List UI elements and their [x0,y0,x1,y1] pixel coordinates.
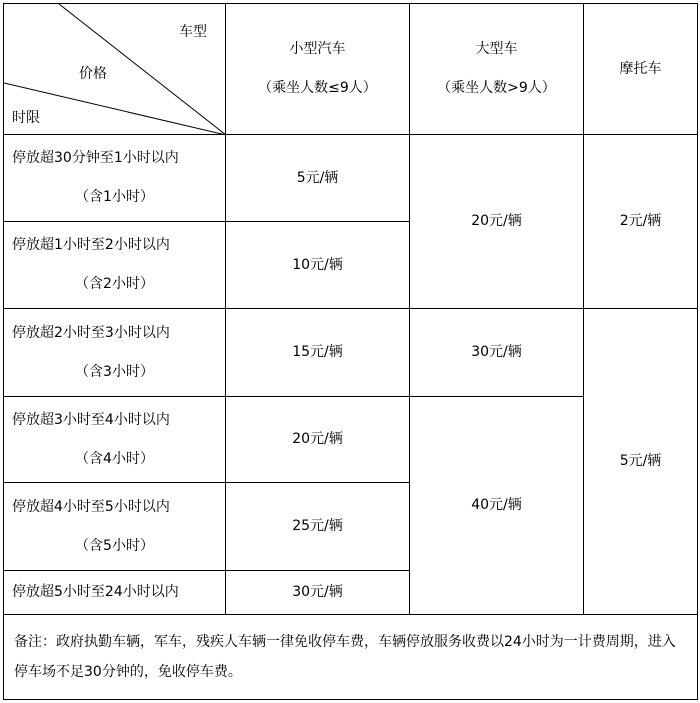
period-cell: 停放超5小时至24小时以内 [4,571,226,615]
diagonal-header-cell [4,4,226,135]
large-vehicle-fee: 40元/辆 [410,397,584,615]
small-car-fee: 5元/辆 [226,135,410,222]
period-note: （含1小时） [75,189,154,205]
period-text: 停放超3小时至4小时以内 [12,411,170,428]
header-row [4,4,698,135]
parking-fee-table [3,3,698,700]
note-row [4,615,698,700]
small-car-fee: 20元/辆 [226,397,410,483]
period-note: （含4小时） [75,450,154,467]
period-note: （含5小时） [75,537,154,554]
motorcycle-fee: 2元/辆 [584,135,698,309]
small-car-capacity: （乘坐人数≤9人） [258,80,377,96]
small-car-fee: 25元/辆 [226,483,410,571]
col-header-small-car [226,4,410,135]
small-car-fee: 30元/辆 [226,571,410,615]
period-note: （含3小时） [75,363,154,380]
period-cell [4,222,226,309]
table-row [4,135,698,222]
period-text: 停放超1小时至2小时以内 [12,237,170,254]
motorcycle-fee: 5元/辆 [584,309,698,615]
large-vehicle-capacity: （乘坐人数>9人） [437,80,556,96]
small-car-name: 小型汽车 [289,41,346,58]
table-row [4,309,698,397]
large-vehicle-name: 大型车 [475,41,518,58]
large-vehicle-fee: 20元/辆 [410,135,584,309]
footnote: 备注：政府执勤车辆，军车，残疾人车辆一律免收停车费，车辆停放服务收费以24小时为一计费周期，进入停车场不足30分钟的，免收停车费。 [4,615,698,700]
period-note: （含2小时） [75,276,154,292]
price-label: 价格 [79,66,107,82]
period-cell [4,135,226,222]
col-header-large-vehicle [410,4,584,135]
small-car-fee: 10元/辆 [226,222,410,309]
col-header-motorcycle: 摩托车 [584,4,698,135]
period-text: 停放超2小时至3小时以内 [12,324,170,341]
period-text: 停放超4小时至5小时以内 [12,498,170,515]
period-cell [4,483,226,571]
vehicle-type-label: 车型 [179,24,207,40]
large-vehicle-fee: 30元/辆 [410,309,584,397]
period-text: 停放超30分钟至1小时以内 [12,150,179,167]
small-car-fee: 15元/辆 [226,309,410,397]
time-limit-label: 时限 [12,110,40,126]
period-cell [4,309,226,397]
period-cell [4,397,226,483]
